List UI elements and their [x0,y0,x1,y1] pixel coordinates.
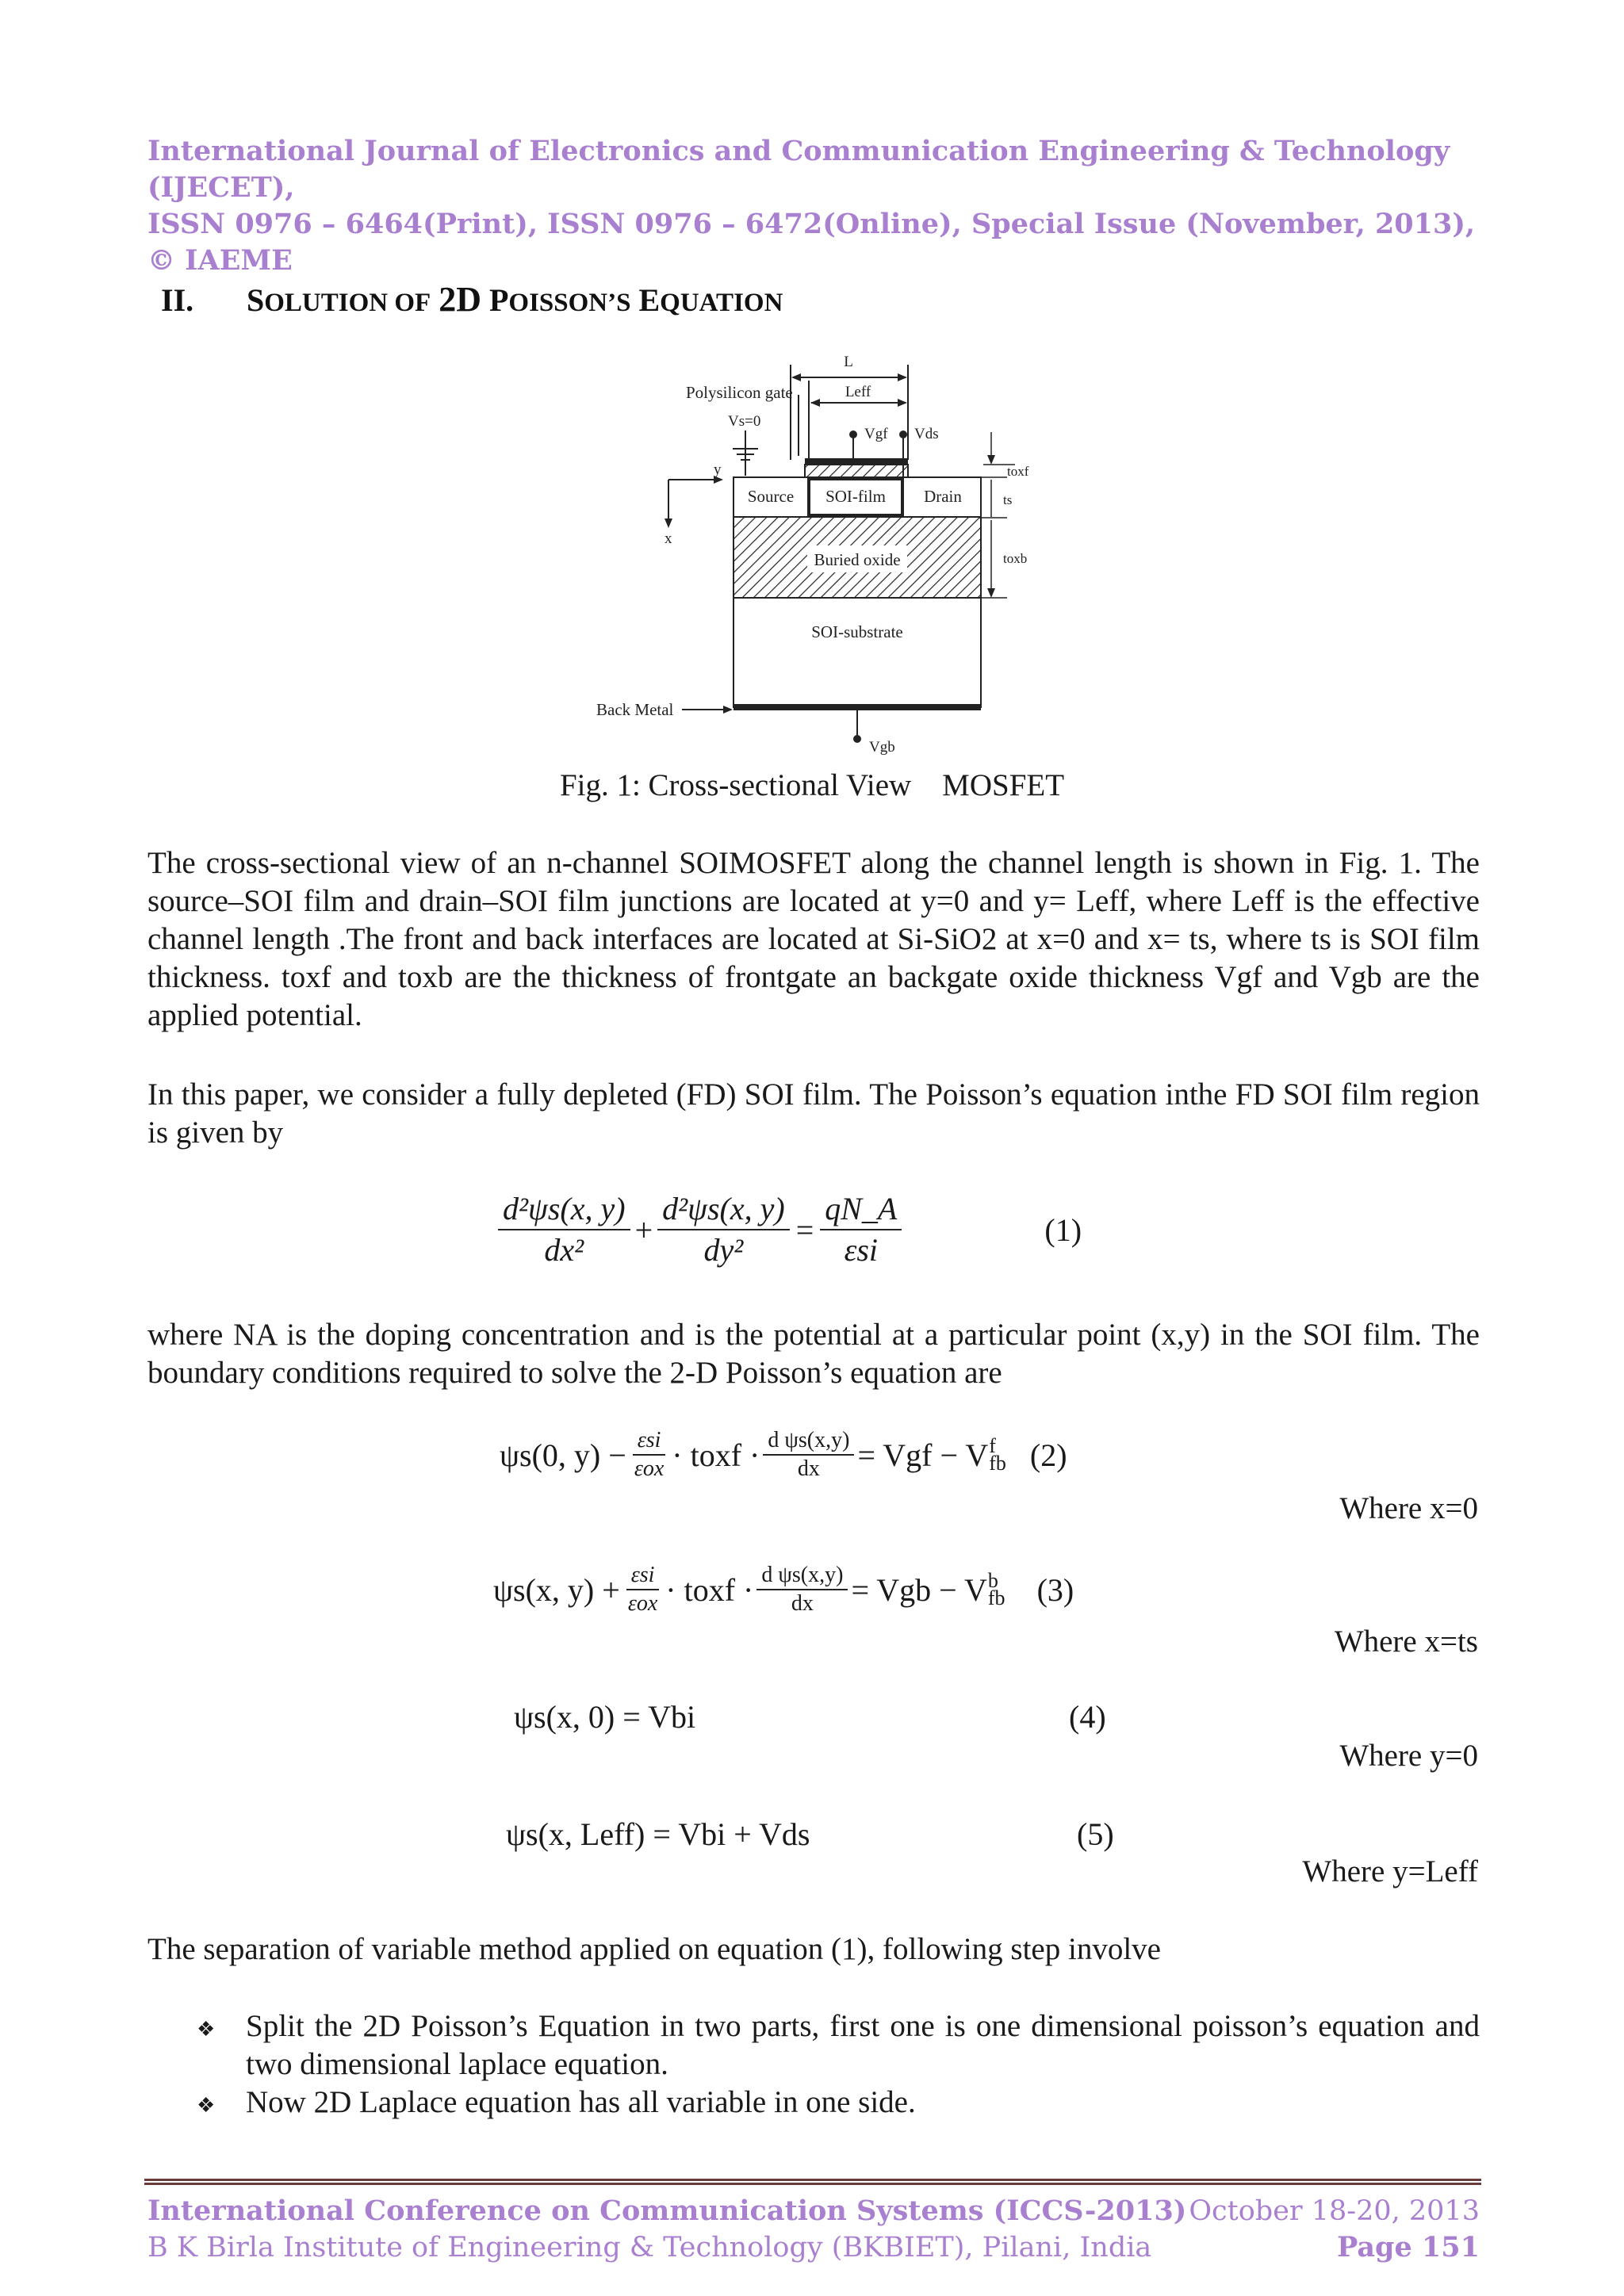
eq3-where: Where x=ts [1334,1624,1478,1659]
label-ts: ts [1003,492,1013,507]
eq3-sup: b [987,1569,998,1592]
list-item [197,2084,1480,2125]
label-vs: Vs=0 [728,413,761,430]
label-toxb: toxb [1003,551,1028,566]
label-x: x [665,530,672,547]
paragraph-2: In this paper, we consider a fully depleted (FD) SOI film. The Poisson’s equation inthe FD SOI film region is given by [147,1077,1480,1150]
journal-header [147,133,1480,279]
eq3-num: d ψs(x,y) [756,1562,848,1590]
eq2-num: εsi [633,1427,666,1456]
eq3-den: εox [627,1591,658,1616]
paragraph-1: The cross-sectional view of an n-channel SOIMOSFET along the channel length is shown in Fig. 1. The source–SOI film and drain–SOI film junctions are located at y=0 and y= Leff, where Leff is the effective channel length .The front and back interfaces are located at Si-SiO2 at x=0 and x= ts, where ts is SOI film thickness. toxf and toxb are the thickness of frontgate an backgate oxide thickness Vgf and Vgb are the applied potential. [147,846,1480,1032]
section-title-part: OISSON’S [508,289,631,317]
list-item [197,2007,1480,2084]
arrowhead [898,373,907,381]
eq1-den: dy² [703,1232,744,1268]
eq3-mid: · toxf · [665,1571,754,1608]
eq5-where: Where y=Leff [1302,1854,1478,1888]
eq2-lhs: ψs(0, y) − [500,1437,626,1473]
front-gate-oxide [805,465,908,477]
section-title-part: OLUTION OF [264,289,431,317]
footer [147,2193,1480,2266]
list-item-text: Split the 2D Poisson’s Equation in two parts, first one is one dimensional poisson’s equation and two dimensional laplace equation. [246,2009,1480,2081]
arrowhead [810,399,820,407]
label-vgf: Vgf [864,426,888,442]
eq3-lhs: ψs(x, y) + [493,1571,620,1608]
eq2-permittivity-ratio [630,1427,668,1483]
eq2-den: εox [634,1456,665,1481]
label-toxf: toxf [1007,464,1029,479]
label-drain: Drain [924,487,962,506]
eq3-den: dx [791,1591,814,1616]
eq4-where: Where y=0 [1339,1739,1478,1773]
eq3-num: εsi [626,1562,660,1590]
label-soi-film: SOI-film [825,487,886,506]
equation-2 [500,1427,1067,1483]
section-title-part: E [638,282,661,318]
arrowhead [987,455,995,465]
eq3-label: (3) [1036,1571,1074,1608]
label-vds: Vds [914,426,939,442]
bullet-marker-icon: ❖ [197,2018,216,2041]
equation-4: ψs(x, 0) = Vbi [514,1699,696,1735]
paragraph-4: The separation of variable method applied on equation (1), following step involve [147,1932,1161,1966]
section-title-part: 2D [439,280,481,319]
section-heading [161,279,783,320]
arrowhead [987,588,995,598]
section-title-part: S [247,282,265,318]
eq5-label: (5) [1077,1816,1114,1852]
equation-3 [493,1562,1074,1617]
footer-date: October 18-20, 2013 [1189,2195,1480,2227]
eq2-sup: f [989,1434,996,1457]
section-title-part: P [488,282,509,318]
arrowhead [791,373,801,381]
arrowhead [665,519,672,528]
equation-1 [498,1189,1082,1270]
eq1-term2 [657,1189,790,1270]
gate-metal [805,458,908,465]
vgb-terminal [853,735,861,743]
eq1-num: d²ψs(x, y) [498,1189,630,1230]
eq2-label: (2) [1029,1437,1067,1473]
label-polysilicon-gate: Polysilicon gate [686,383,793,402]
eq1-term1 [498,1189,630,1270]
eq2-where: Where x=0 [1339,1491,1478,1525]
mosfet-cross-section-figure [587,349,1047,761]
eq3-rhs: = Vgb − V [851,1571,987,1608]
label-source: Source [747,487,795,506]
bullet-list [197,2007,1480,2125]
eq2-mid: · toxf · [672,1437,760,1473]
arrowhead [898,399,907,407]
arrowhead [723,706,733,714]
eq3-sub: fb [987,1586,1005,1609]
list-item-text: Now 2D Laplace equation has all variable in one side. [246,2085,916,2119]
label-vgb: Vgb [869,739,895,756]
header-line-2: ISSN 0976 – 6464(Print), ISSN 0976 – 6472(Online), Special Issue (November, 2013), © IAEME [147,208,1476,277]
header-line-1: International Journal of Electronics and Communication Engineering & Technology (IJECET), [147,135,1450,204]
eq3-permittivity-ratio [623,1562,662,1617]
eq1-plus: + [634,1211,653,1248]
footer-rule [144,2179,1481,2185]
eq1-num: d²ψs(x, y) [657,1189,790,1230]
eq1-term3 [820,1189,902,1270]
soi-substrate-layer [733,598,981,707]
eq2-rhs: = Vgf − V [857,1437,989,1473]
eq3-derivative [756,1562,848,1617]
page-number: Page 151 [1336,2231,1480,2263]
eq2-den: dx [797,1456,820,1481]
label-l: L [844,354,853,370]
eq1-num: qN_A [820,1189,902,1230]
section-number: II. [161,282,194,318]
back-metal [733,704,981,710]
footer-conference: International Conference on Communication Systems (ICCS-2013) [147,2195,1187,2227]
label-buried-oxide: Buried oxide [814,550,901,569]
eq1-label: (1) [1044,1211,1082,1248]
eq1-equals: = [795,1211,814,1248]
label-y: y [714,461,722,478]
label-soi-substrate: SOI-substrate [811,622,903,641]
eq2-num: d ψs(x,y) [763,1427,854,1456]
label-back-metal: Back Metal [596,700,674,719]
paragraph-3: where NA is the doping concentration and is the potential at a particular point (x,y) in the SOI film. The boundary conditions required to solve the 2-D Poisson’s equation are [147,1318,1480,1390]
figure-caption: Fig. 1: Cross-sectional View MOSFET [559,768,1065,802]
equation-5: ψs(x, Leff) = Vbi + Vds [506,1816,810,1852]
eq1-den: εsi [844,1232,879,1268]
eq2-sub: fb [989,1452,1006,1475]
label-leff: Leff [845,384,871,400]
eq1-den: dx² [544,1232,584,1268]
section-title-part: QUATION [660,289,783,317]
eq4-label: (4) [1069,1699,1106,1735]
eq2-derivative [763,1427,854,1483]
footer-institute: B K Birla Institute of Engineering & Technology (BKBIET), Pilani, India [147,2232,1152,2263]
bullet-marker-icon: ❖ [197,2094,216,2117]
